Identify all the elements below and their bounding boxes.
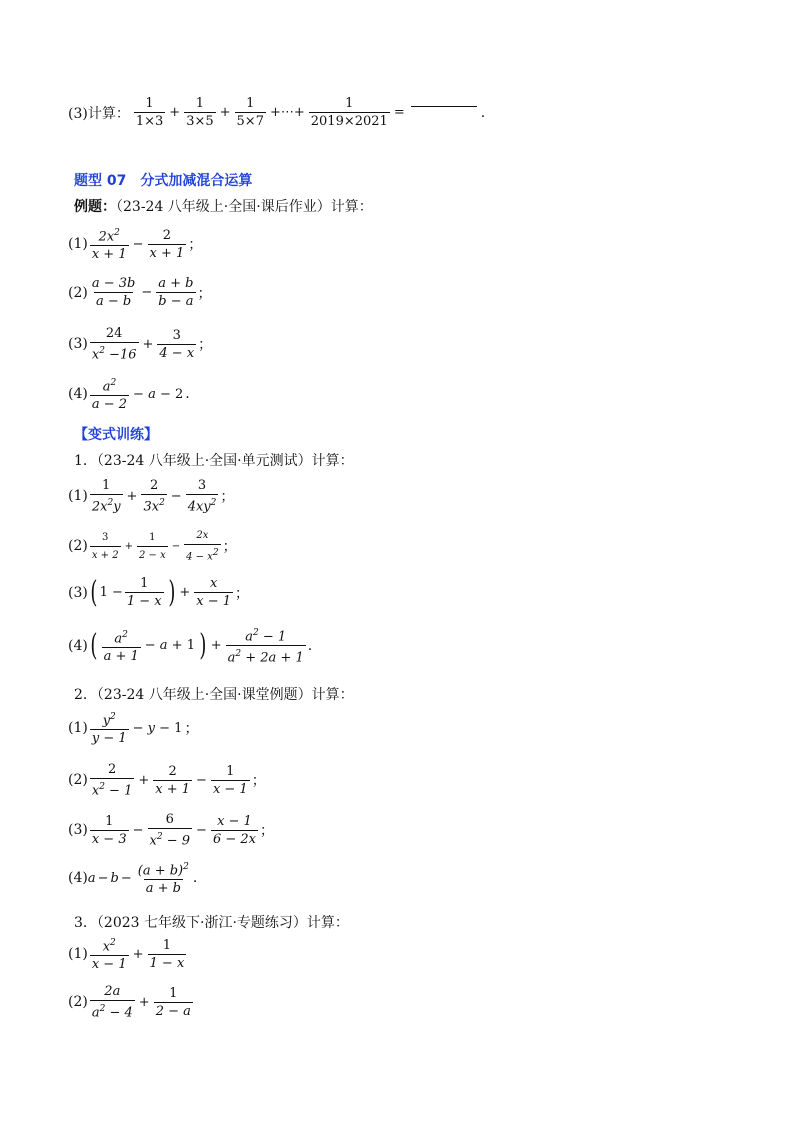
fraction: $\frac{1}{x - 1}$ [212, 763, 248, 797]
fraction: $\frac{a - 3b}{a - b}$ [91, 276, 136, 309]
answer-blank [411, 106, 477, 107]
fraction: $\frac{24}{x^2 -16}$ [91, 326, 137, 363]
fraction: $\frac{(a + b)^2}{a + b}$ [137, 862, 189, 897]
fraction: $\frac{a + b}{b - a}$ [158, 276, 194, 309]
fraction: $\frac{1}{2x^2y}$ [91, 478, 121, 515]
fraction: $\frac{2}{x^2 - 1}$ [91, 762, 133, 799]
ellipsis: +⋯+ [269, 105, 305, 120]
example-item-2: (2) $\frac{a - 3b}{a - b}$ − $\frac{a + b}{b - a}$ ； [68, 276, 212, 309]
fraction: $\frac{2x^2}{x + 1}$ [91, 228, 127, 263]
fraction: $\frac{6}{x^2 - 9}$ [149, 812, 191, 849]
fraction: $\frac{x - 1}{6 - 2x}$ [212, 813, 256, 847]
top-item [68, 96, 485, 129]
fraction: $\frac{2}{3x^2}$ [143, 478, 165, 515]
problem-3-item-1: (1) $\frac{x^2}{x - 1}$ + $\frac{1}{1 - x}$ [68, 937, 185, 973]
problem-2-header: 2．（23-24 八年级上·全国·课堂例题）计算： [74, 687, 354, 703]
plus-sign: + [169, 105, 181, 120]
problem-1-item-4: (4) ( $\frac{a^2}{a + 1}$ − a + 1 ) + $\frac{a^2 - 1}{a^2 + 2a + 1}$ . [68, 627, 313, 666]
fraction: $\frac{x}{x - 1}$ [196, 576, 232, 609]
fraction: $\frac{1}{1 - x}$ [149, 937, 185, 971]
fraction: $\frac{1}{x - 3}$ [91, 813, 127, 847]
fraction: $\frac{a^2 - 1}{a^2 + 2a + 1}$ [227, 628, 304, 666]
fraction: $\frac{a^2}{a + 1}$ [103, 629, 139, 664]
fraction: $\frac{3}{x + 2}$ [91, 531, 119, 561]
problem-2-item-2: (2) $\frac{2}{x^2 - 1}$ + $\frac{2}{x + 1}$ − $\frac{1}{x - 1}$ ； [68, 762, 266, 799]
problem-1-item-1: (1) $\frac{1}{2x^2y}$ + $\frac{2}{3x^2}$ − $\frac{3}{4xy^2}$ ； [68, 478, 235, 515]
fraction: $\frac{x^2}{x - 1}$ [91, 938, 127, 973]
fraction: $\frac{a^2}{a - 2}$ [91, 378, 128, 413]
example-item-1: (1) $\frac{2x^2}{x + 1}$ − $\frac{2}{x + 1}$ ； [68, 227, 203, 263]
problem-1-header: 1．（23-24 八年级上·全国·单元测试）计算： [74, 453, 354, 469]
fraction: $\frac{2x}{4 - x^2}$ [186, 530, 219, 563]
fraction: $\frac{1}{2 - x}$ [138, 531, 166, 561]
fraction: $\frac{2a}{a^2 - 4}$ [91, 984, 133, 1021]
item-label: (3) [68, 336, 88, 353]
fraction: $\frac{1}{5\times 7}$ [236, 96, 264, 129]
example-source: （23-24 八年级上·全国·课后作业）计算： [116, 199, 373, 215]
problem-1-item-2: (2) $\frac{3}{x + 2}$ + $\frac{1}{2 - x}$ − $\frac{2x}{4 - x^2}$ ； [68, 530, 237, 563]
item-label: (2) [68, 284, 88, 301]
section-title: 题型 07 分式加减混合运算 [74, 173, 253, 189]
problem-2-item-4: (4) a − b − $\frac{(a + b)^2}{a + b}$ . [68, 862, 198, 897]
variant-heading: 【变式训练】 [74, 427, 158, 443]
fraction: $\frac{2}{x + 1}$ [149, 227, 185, 261]
problem-1-item-3: (3) ( 1 − $\frac{1}{1 - x}$ ) + $\frac{x}{x - 1}$ ； [68, 574, 250, 610]
plus-sign: + [219, 105, 231, 120]
fraction: $\frac{1}{2 - a}$ [155, 985, 191, 1019]
fraction: $\frac{1}{2019\times 2021}$ [310, 96, 388, 129]
item-label: (3)计算： [68, 105, 130, 122]
fraction: $\frac{y^2}{y - 1}$ [91, 712, 127, 747]
problem-3-header: 3．（2023 七年级下·浙江·专题练习）计算： [74, 915, 349, 931]
example-line [74, 196, 373, 216]
example-item-3: (3) $\frac{24}{x^2 -16}$ + $\frac{3}{4 - x}$ ； [68, 326, 213, 363]
problem-2-item-3: (3) $\frac{1}{x - 3}$ − $\frac{6}{x^2 - 9}$ − $\frac{x - 1}{6 - 2x}$ ； [68, 812, 274, 849]
fraction: $\frac{2}{x + 1}$ [155, 763, 191, 797]
equals-sign: = [393, 105, 405, 120]
fraction: $\frac{3}{4xy^2}$ [187, 478, 217, 515]
period: . [480, 104, 486, 121]
problem-2-item-1: (1) $\frac{y^2}{y - 1}$ − y − 1 ； [68, 712, 199, 747]
item-label: (1) [68, 236, 88, 253]
example-label: 例题： [74, 199, 116, 215]
problem-3-item-2: (2) $\frac{2a}{a^2 - 4}$ + $\frac{1}{2 - a}$ [68, 984, 191, 1021]
fraction: $\frac{3}{4 - x}$ [159, 327, 195, 361]
item-label: (4) [68, 386, 88, 403]
fraction: $\frac{1}{3\times 5}$ [186, 96, 214, 129]
fraction: $\frac{1}{1\times 3}$ [135, 96, 164, 129]
fraction: $\frac{1}{1 - x}$ [126, 576, 162, 609]
example-item-4: (4) $\frac{a^2}{a - 2}$ − a − 2 . [68, 378, 190, 413]
